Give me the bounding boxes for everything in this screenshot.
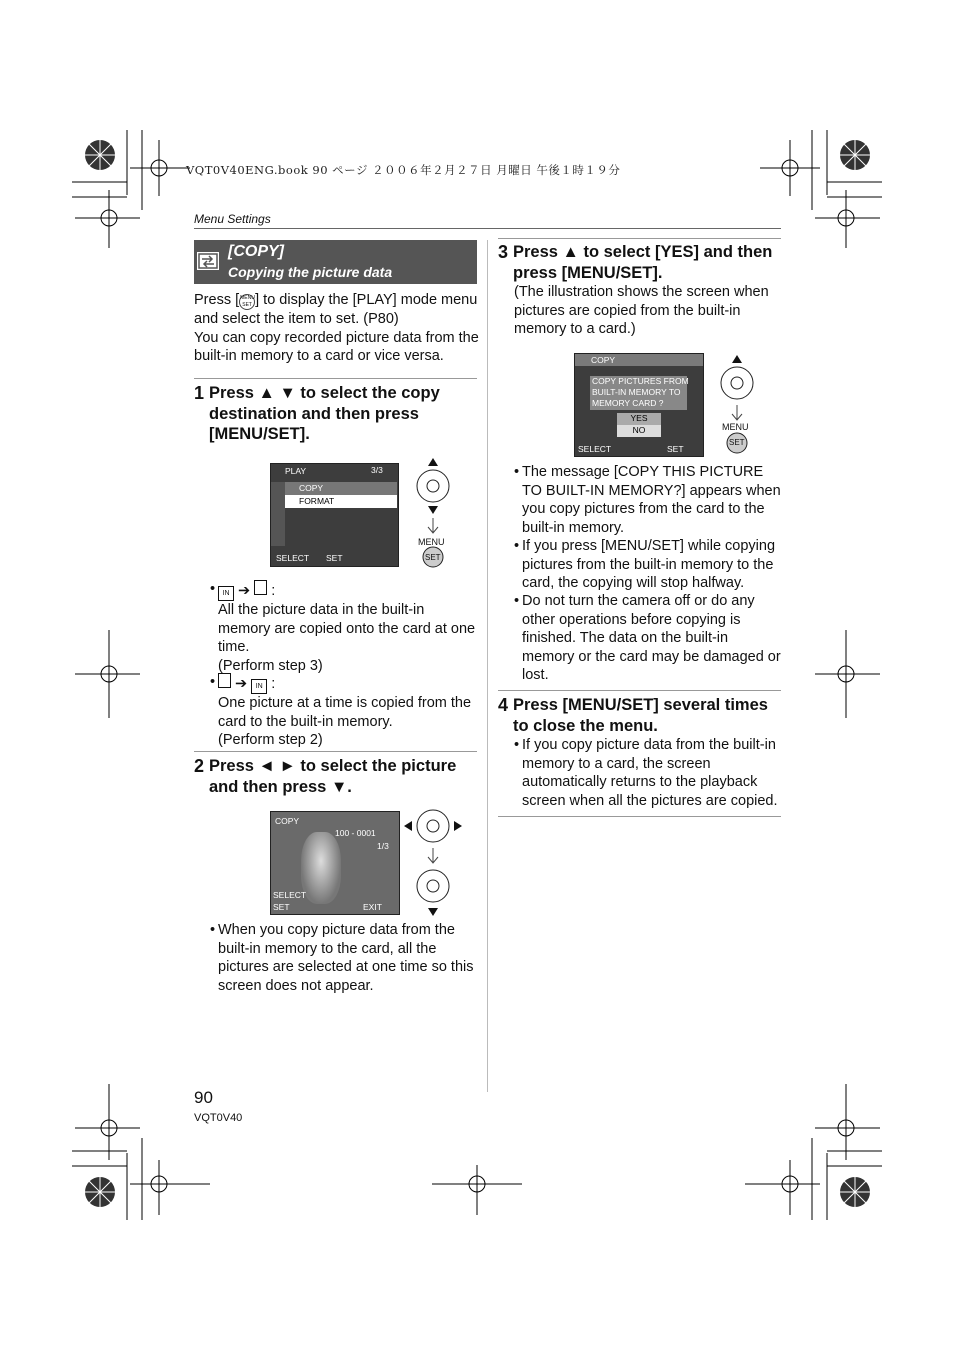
copy-banner [194,240,477,284]
step3-note: (The illustration shows the screen when pictures are copied from the built-in memory to a card.) [514,284,769,338]
message-box [590,376,687,410]
section-label: Menu Settings [194,212,271,226]
play-menu-screen [270,463,399,567]
step-number: 2 [194,756,205,776]
banner-subtitle: Copying the picture data [228,264,393,280]
copy-row[interactable] [285,482,397,495]
intro-press-prefix: Press [ [194,292,240,308]
row-format-label: FORMAT [299,496,335,506]
photo-figure [301,832,341,904]
bullet-text: One picture at a time is copied from the card to the built-in memory. [218,695,472,730]
step3-bullet-3: • Do not turn the camera off or do any other operations before copying is finished. The data on the built-in memory or the card may be damaged or lost. [514,593,781,684]
rule-end [498,816,781,817]
menu-tabs [271,482,285,546]
intro-press-suffix: ] to display the [PLAY] mode menu and select the item to set. (P80) [194,292,478,327]
step-number: 3 [498,242,509,262]
yes-option[interactable]: YES [617,413,661,425]
footer-select: SELECT [273,890,307,900]
step-text: Press ▲ to select [YES] and then press [MENU/SET]. [513,243,773,282]
rule-step1 [194,378,477,379]
bullet-note: (Perform step 3) [218,657,323,674]
bullet-text: When you copy picture data from the built-in memory to the card, all the pictures are selected at one time so this screen does not appear. [218,922,474,994]
set-label: SET [729,438,745,447]
bullet-text: All the picture data in the built-in memory are copied onto the card at one time. [218,602,476,656]
screen-title: COPY [275,816,300,826]
book-header-line: VQT0V40ENG.book 90 ページ ２００６年２月２７日 月曜日 午後１時１９分 [186,163,621,177]
footer-select: SELECT [276,553,310,563]
message-line3: MEMORY CARD ? [592,398,664,408]
screen-page: 3/3 [371,465,383,475]
rule-step2 [194,751,477,752]
copy-confirm-screen [574,353,704,457]
bullet-text: If you copy picture data from the built-in memory to a card, the screen automatically returns to the playback screen when all the pictures are copied. [522,737,778,809]
bullet-card-to-in: • ➔ IN : One picture at a time is copied from the card to the built-in memory. (Perform step 2) [218,673,478,750]
bullet-icon: ➔ IN : [218,673,478,694]
rule-step3 [498,238,781,239]
bullet-text: If you press [MENU/SET] while copying pictures from the built-in memory to the card, the copying will stop halfway. [522,538,776,592]
bullet-text: The message [COPY THIS PICTURE TO BUILT-IN MEMORY?] appears when you copy pictures from the card to the built-in memory. [522,464,781,536]
bullet-text: Do not turn the camera off or do any other operations before copying is finished. The data on the built-in memory or the card may be damaged or lost. [522,593,781,684]
step2-bullet: • When you copy picture data from the built-in memory to the card, all the pictures are selected at one time so this screen does not appear. [218,921,480,995]
no-option[interactable]: NO [617,425,661,437]
step3-bullet-1: • The message [COPY THIS PICTURE TO BUILT-IN MEMORY?] appears when you copy pictures from the card to the built-in memory. [514,464,781,536]
screen-title: PLAY [285,466,307,476]
bullet-in-to-card: • IN ➔ : All the picture data in the built-in memory are copied onto the card at one time. (Perform step 3) [218,580,478,675]
footer-set: SET [273,902,290,912]
message-line1: COPY PICTURES FROM [592,376,689,386]
footer-set: SET [667,444,684,454]
step-number: 1 [194,383,205,403]
rule-step4 [498,690,781,691]
step-number: 4 [498,695,509,715]
bullet-icon: IN ➔ : [218,580,478,601]
step3-bullet-2: • If you press [MENU/SET] while copying pictures from the built-in memory to the card, the copying will stop halfway. [522,537,782,593]
set-label: SET [425,553,441,562]
banner-title: [COPY] [228,243,284,260]
dpad-up-down-menu-illustration [412,456,454,568]
step-2 [194,756,477,797]
page-number: 90 [194,1088,213,1107]
copy-icon [196,250,220,272]
copy-picture-screen [270,811,400,915]
step-text: Press ▲ ▼ to select the copy destination and then press [MENU/SET]. [209,384,440,443]
picture-count: 1/3 [377,841,389,851]
screen-title: COPY [591,355,616,365]
dpad-left-right-down-illustration [402,806,464,918]
file-number: 100 - 0001 [335,828,376,838]
bullet-note: (Perform step 2) [218,732,323,749]
message-line2: BUILT-IN MEMORY TO [592,387,681,397]
document-code: VQT0V40 [194,1112,243,1124]
step-4 [498,695,781,736]
step-1 [194,383,477,445]
step-3 [498,242,781,283]
format-row[interactable] [285,495,397,508]
menu-label: MENU [722,422,749,432]
row-copy-label: COPY [299,483,324,493]
menu-label: MENU [418,537,445,547]
menu-set-icon: MENU SET [240,295,255,308]
header-rule [194,228,781,229]
column-divider [487,240,488,1092]
step-text: Press [MENU/SET] several times to close the menu. [513,696,768,735]
footer-set: SET [326,553,343,563]
step4-bullet: • If you copy picture data from the built-in memory to a card, the screen automatically returns to the playback screen when all the pictures are copied. [522,736,784,810]
footer-select: SELECT [578,444,612,454]
intro-line2: You can copy recorded picture data from the built-in memory to a card or vice versa. [194,329,479,365]
intro-text [194,291,479,366]
step-text: Press ◄ ► to select the picture and then press ▼. [209,757,457,796]
footer-exit: EXIT [363,902,382,912]
